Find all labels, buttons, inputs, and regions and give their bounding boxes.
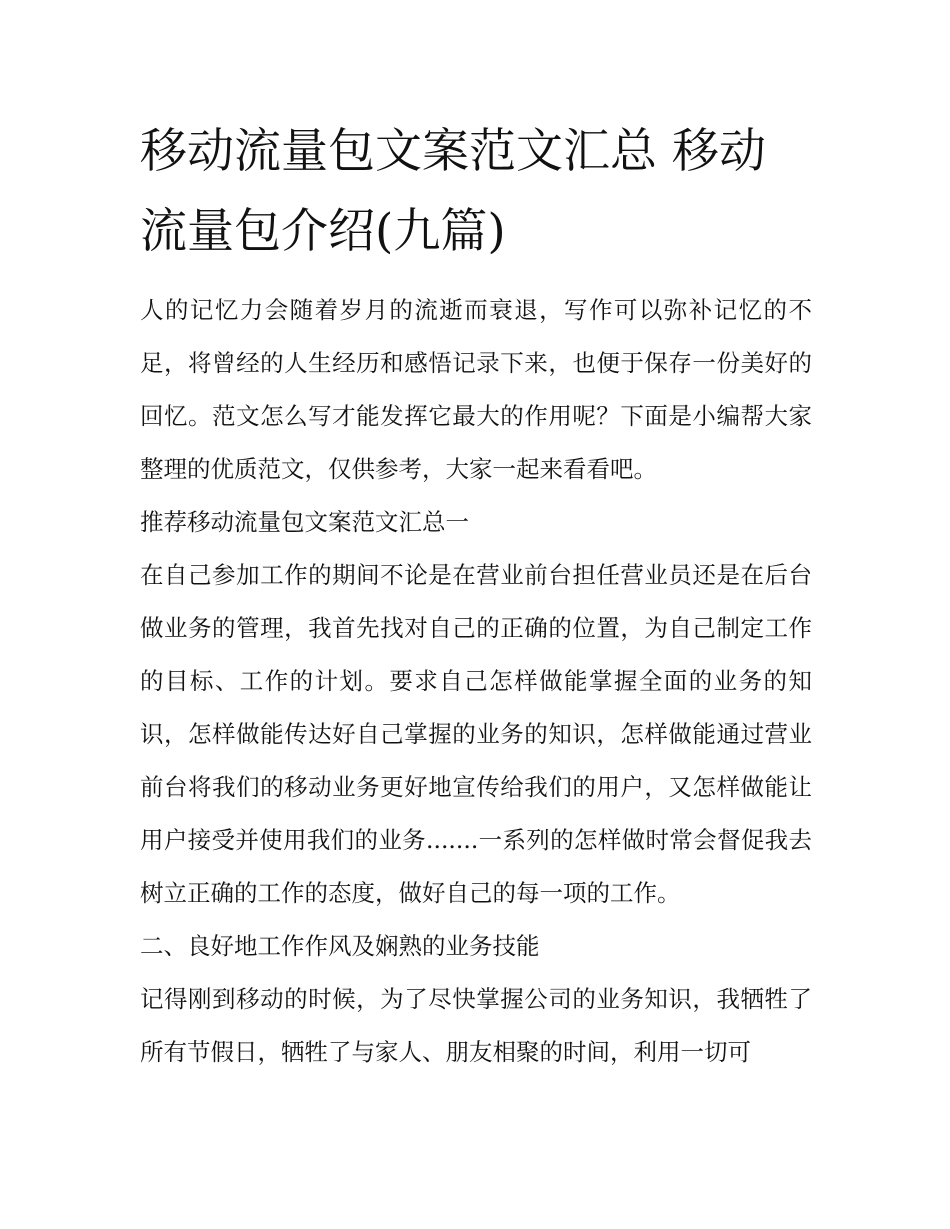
document-page [140,112,812,1079]
document-title: 移动流量包文案范文汇总 移动流量包介绍(九篇) [140,124,766,259]
section-1-paragraph: 在自己参加工作的期间不论是在营业前台担任营业员还是在后台做业务的管理，我首先找对自己的正确的位置，为自己制定工作的目标、工作的计划。要求自己怎样做能掌握全面的业务的知识，怎样做能传达好自己掌握的业务的知识，怎样做能通过营业前台将我们的移动业务更好地宣传给我们的用户，又怎样做能让用户接受并使用我们的业务.......一系列的怎样做时常会督促我去树立正确的工作的态度，做好自己的每一项的工作。 [140,561,812,907]
section-2-heading: 二、良好地工作作风及娴熟的业务技能 [140,932,540,960]
section-2-paragraph: 记得刚到移动的时候，为了尽快掌握公司的业务知识，我牺牲了所有节假日，牺牲了与家人、朋友相聚的时间，利用一切可 [140,985,812,1066]
intro-paragraph: 人的记忆力会随着岁月的流逝而衰退，写作可以弥补记忆的不足，将曾经的人生经历和感悟记录下来，也便于保存一份美好的回忆。范文怎么写才能发挥它最大的作用呢？下面是小编帮大家整理的优质范文，仅供参考，大家一起来看看吧。 [140,296,812,483]
section-1-heading: 推荐移动流量包文案范文汇总一 [140,508,469,536]
